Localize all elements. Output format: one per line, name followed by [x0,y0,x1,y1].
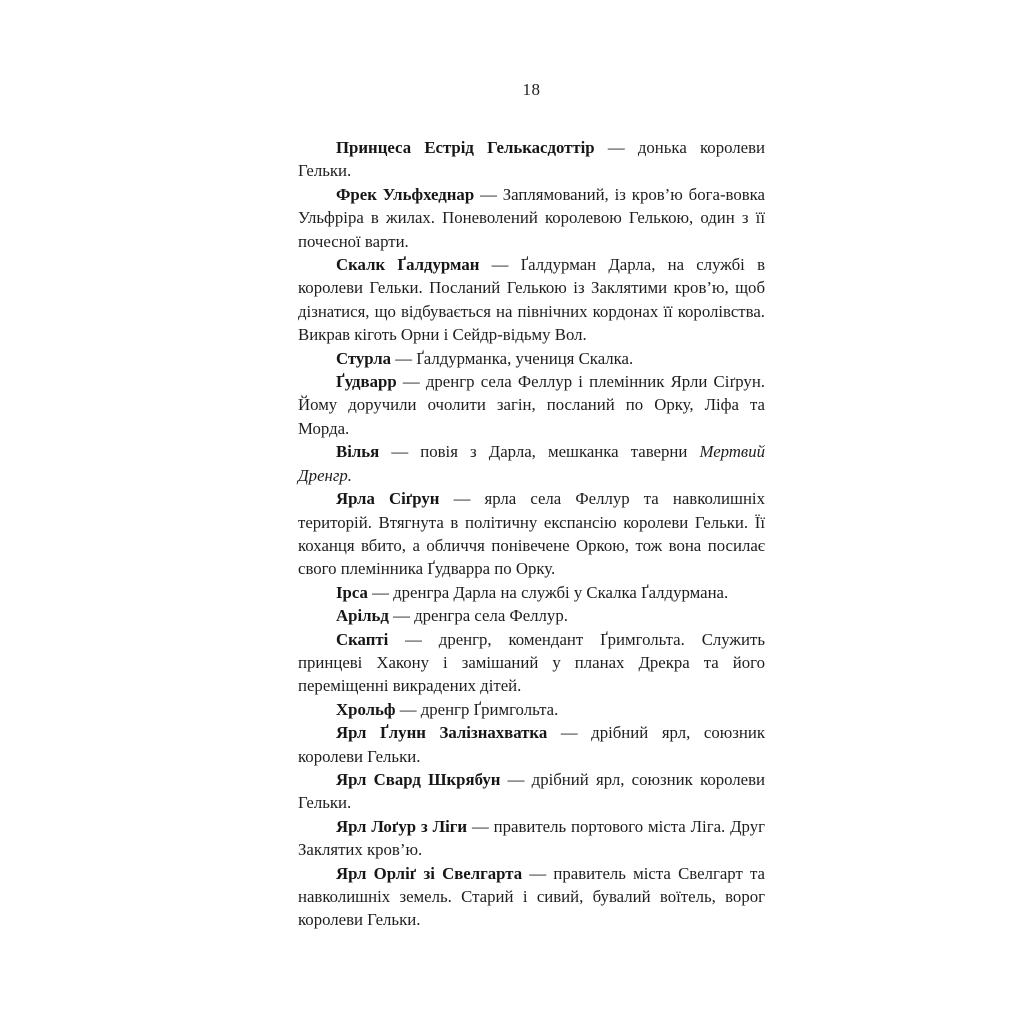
page-number: 18 [522,80,541,99]
character-name: Вілья [336,442,380,462]
character-description: — дренгр села Феллур і племінник Ярли Сіґрун. Йому доручили очолити загін, посланий по Орку, Ліфа та Морда. [298,372,765,438]
character-name: Скалк Ґалдурман [336,255,480,275]
character-description: — правитель міста Свелгарт та навколишніх земель. Старий і сивий, бувалий воїтель, ворог королеви Гельки. [298,863,765,930]
character-entry [298,581,765,604]
character-description: — повія з Дарла, мешканка таверни [379,442,700,462]
character-entry [298,253,765,347]
character-entry [298,487,765,581]
character-description: — дренгра Дарла на службі у Скалка Ґалдурмана. [367,582,729,602]
character-entry [298,768,765,815]
character-name: Скапті [336,629,389,649]
character-name: Ґудварр [336,372,397,392]
character-name: Ярла Сіґрун [336,489,440,509]
character-entry [298,604,765,627]
character-description: — правитель портового міста Ліга. Друг Заклятих кров’ю. [298,816,766,860]
character-entry [298,698,765,721]
character-description: — дрібний ярл, союзник королеви Гельки. [298,723,765,766]
character-description: — дрібний ярл, союзник королеви Гельки. [298,769,765,813]
character-name: Ярл Орліґ зі Свелгарта [336,863,523,883]
character-description: — дренгр, комендант Ґримгольта. Служить принцеві Хакону і замішаний у планах Дрекра та його переміщенні викрадених дітей. [298,629,765,696]
character-description: — донька королеви Гельки. [298,138,765,181]
character-description: — Ґалдурманка, учениця Скалка. [391,348,634,368]
character-description: — дренгр Ґримгольта. [395,699,559,719]
character-list [298,136,765,932]
character-entry [298,136,765,183]
character-entry [298,370,765,440]
character-entry [298,183,765,253]
character-description: — дренгра села Феллур. [388,606,568,626]
character-entry [298,440,765,487]
character-entry [298,347,765,370]
character-description: — ярла села Феллур та навколишніх територій. Втягнута в політичну експансію королеви Гельки. Її коханця вбито, а обличчя понівечене Оркою, тож вона посилає свого племінника Ґудварра по Орку. [298,489,765,579]
character-entry [298,862,765,932]
character-name: Хрольф [336,699,396,719]
character-name: Фрек Ульфхеднар [336,184,475,204]
character-description: — Заплямований, із кров’ю бога-вовка Ульфріра в жилах. Поневолений королевою Гелькою, один з її почесної варти. [298,184,766,251]
character-name: Ярл Свард Шкрябун [336,769,501,789]
italic-title: Мертвий Дренгр. [298,442,765,485]
character-description: — Ґалдурман Дарла, на службі в королеви Гельки. Посланий Гелькою із Заклятими кров’ю, щоб дізнатися, що відбувається на північних кордонах її королівства. Викрав кіготь Орни і Сейдр-відьму Вол. [298,255,765,345]
character-entry [298,628,765,698]
character-entry [298,815,765,862]
character-name: Стурла [336,348,392,368]
character-name: Принцеса Естрід Гелькасдоттір [336,138,595,157]
character-entry [298,721,765,768]
character-name: Арільд [336,606,389,626]
character-name: Ірса [336,582,368,602]
character-name: Ярл Ґлунн Залізнахватка [336,723,548,743]
character-name: Ярл Лоґур з Ліги [336,816,468,836]
